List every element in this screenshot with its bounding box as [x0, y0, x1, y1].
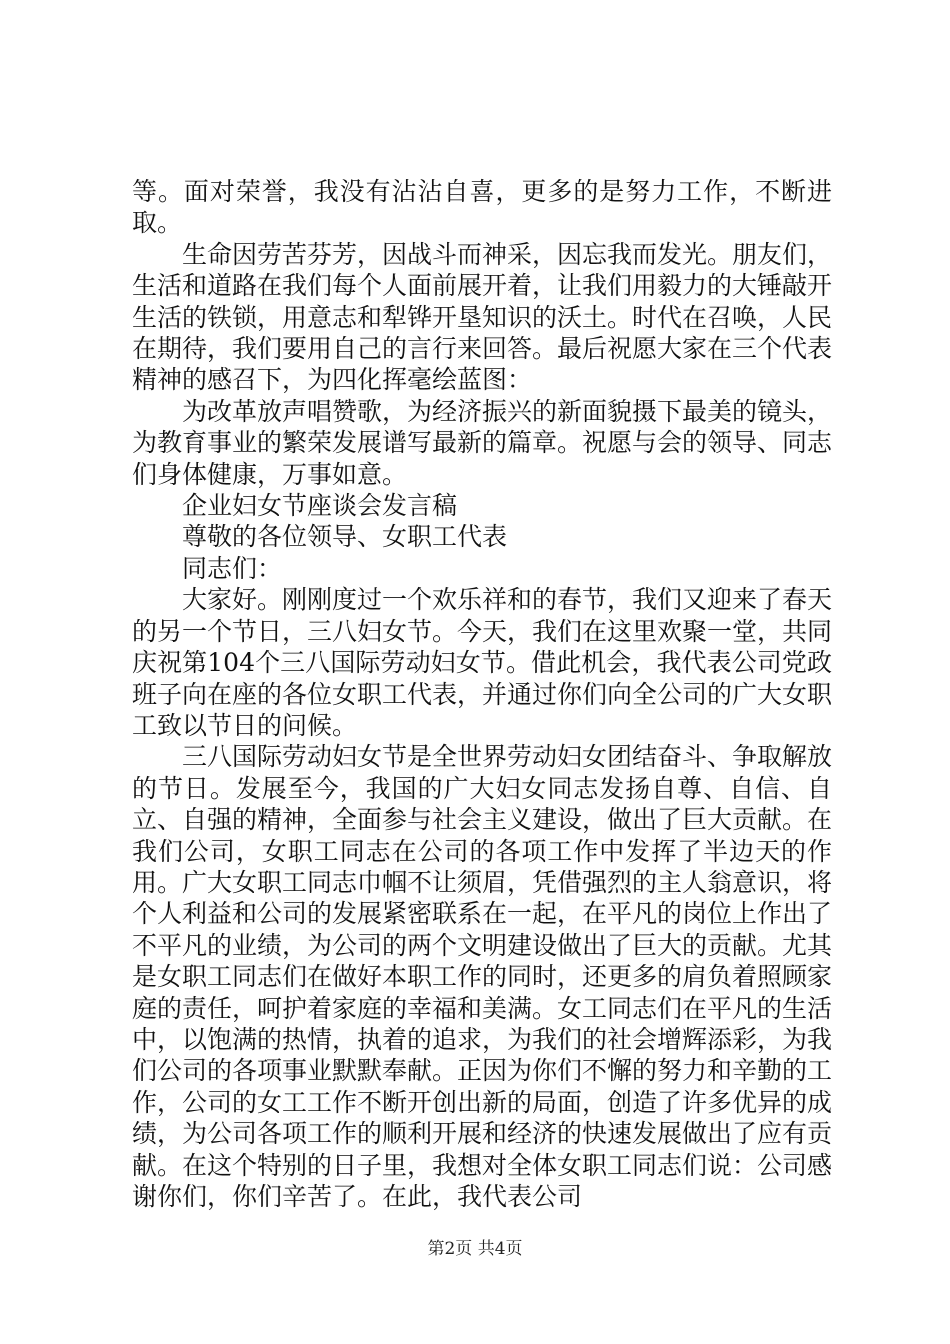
paragraph-blessing: 为改革放声唱赞歌，为经济振兴的新面貌摄下最美的镜头，为教育事业的繁荣发展谱写最新的篇章。祝愿与会的领导、同志们身体健康，万事如意。: [132, 396, 833, 489]
paragraph-womens-day: 三八国际劳动妇女节是全世界劳动妇女团结奋斗、争取解放的节日。发展至今，我国的广大妇女同志发扬自尊、自信、自立、自强的精神，全面参与社会主义建设，做出了巨大贡献。在我们公司，女职工同志在公司的各项工作中发挥了半边天的作用。广大女职工同志巾帼不让须眉，凭借强烈的主人翁意识，将个人利益和公司的发展紧密联系在一起，在平凡的岗位上作出了不平凡的业绩，为公司的两个文明建设做出了巨大的贡献。尤其是女职工同志们在做好本职工作的同时，还更多的肩负着照顾家庭的责任，呵护着家庭的幸福和美满。女工同志们在平凡的生活中，以饱满的热情，执着的追求，为我们的社会增辉添彩，为我们公司的各项事业默默奉献。正因为你们不懈的努力和辛勤的工作，公司的女工工作不断开创出新的局面，创造了许多优异的成绩，为公司各项工作的顺利开展和经济的快速发展做出了应有贡献。在这个特别的日子里，我想对全体女职工同志们说：公司感谢你们，你们辛苦了。在此，我代表公司: [132, 742, 833, 1211]
page-footer: 第2页 共4页: [427, 1239, 523, 1259]
document-body: [132, 176, 832, 1212]
paragraph-life: 生命因劳苦芬芳，因战斗而神采，因忘我而发光。朋友们，生活和道路在我们每个人面前展开着，让我们用毅力的大锤敲开生活的铁锁，用意志和犁铧开垦知识的沃土。时代在召唤，人民在期待，我们要用自己的言行来回答。最后祝愿大家在三个代表精神的感召下，为四化挥毫绘蓝图：: [132, 239, 833, 395]
paragraph-greeting: 大家好。刚刚度过一个欢乐祥和的春节，我们又迎来了春天的另一个节日，三八妇女节。今天，我们在这里欢聚一堂，共同庆祝第104个三八国际劳动妇女节。借此机会，我代表公司党政班子向在座的各位女职工代表，并通过你们向全公司的广大女职工致以节日的问候。: [132, 585, 833, 740]
speech-title: 企业妇女节座谈会发言稿: [182, 491, 458, 521]
paragraph-honor: 等。面对荣誉，我没有沾沾自喜，更多的是努力工作，不断进取。: [132, 177, 832, 238]
salutation-comrades: 同志们：: [182, 553, 283, 583]
salutation-leaders: 尊敬的各位领导、女职工代表: [182, 522, 508, 552]
